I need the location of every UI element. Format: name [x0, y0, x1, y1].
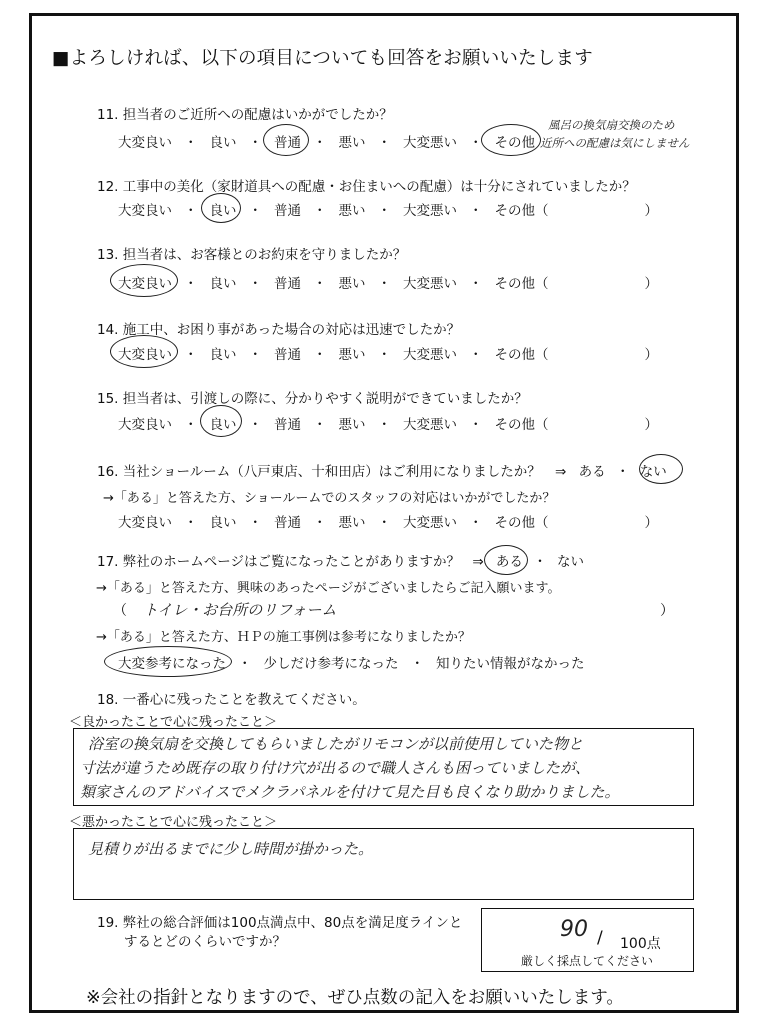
question-13: 13. 担当者は、お客様とのお約束を守りましたか？ [97, 247, 407, 263]
handwritten-note-11: 風呂の換気扇交換のため [548, 118, 675, 132]
score-note: 厳しく採点してください [521, 954, 654, 968]
footer-note: ※会社の指針となりますので、ぜひ点数の記入をお願いいたします。 [86, 988, 624, 1008]
options-16: 大変良い ・ 良い ・ 普通 ・ 悪い ・ 大変悪い ・ その他（ ） [118, 515, 658, 531]
question-17: 17. 弊社のホームページはご覧になったことがありますか？ ⇒ ある ・ ない [97, 554, 585, 570]
answer-circle-12 [201, 193, 241, 223]
question-19-line2: するとどのくらいですか？ [124, 934, 286, 950]
bad-label: ＜悪かったことで心に残ったこと＞ [69, 815, 278, 830]
question-14: 14. 施工中、お困り事があった場合の対応は迅速でしたか？ [97, 322, 461, 338]
question-16: 16. 当社ショールーム（八戸東店、十和田店）はご利用になりましたか？ ⇒ ある ・ ない [97, 464, 667, 480]
answer-circle-16 [639, 454, 683, 484]
answer-circle-11-strike [263, 124, 309, 156]
answer-circle-17 [484, 545, 528, 575]
good-line-3: 類家さんのアドバイスでメクラパネルを付けて見た目も良くなり助かりました。 [80, 783, 620, 801]
options-15: 大変良い ・ 良い ・ 普通 ・ 悪い ・ 大変悪い ・ その他（ ） [118, 417, 658, 433]
options-13: 大変良い ・ 良い ・ 普通 ・ 悪い ・ 大変悪い ・ その他（ ） [118, 276, 658, 292]
question-12: 12. 工事中の美化（家財道具への配慮・お住まいへの配慮）は十分にされていましたか？ [97, 179, 636, 195]
options-11: 大変良い ・ 良い ・ 普通 ・ 悪い ・ 大変悪い ・ その他 [118, 135, 535, 151]
answer-17a-close: ） [660, 603, 674, 619]
question-19: 19. 弊社の総合評価は100点満点中、80点を満足度ラインと [97, 915, 463, 931]
followup-17b: →「ある」と答えた方、ＨＰの施工事例は参考になりましたか？ [96, 630, 471, 645]
followup-17a: →「ある」と答えた方、興味のあったページがございましたらご記入願います。 [96, 581, 561, 596]
score-max: 100点 [620, 936, 661, 952]
followup-16: →「ある」と答えた方、ショールームでのスタッフの対応はいかがでしたか？ [103, 491, 556, 506]
options-12: 大変良い ・ 良い ・ 普通 ・ 悪い ・ 大変悪い ・ その他（ ） [118, 203, 658, 219]
options-14: 大変良い ・ 良い ・ 普通 ・ 悪い ・ 大変悪い ・ その他（ ） [118, 347, 658, 363]
good-line-2: 寸法が違うため既存の取り付け穴が出るので職人さんも困っていましたが、 [80, 759, 591, 777]
question-11: 11. 担当者のご近所への配慮はいかがでしたか？ [97, 107, 393, 123]
bad-line-1: 見積りが出るまでに少し時間が掛かった。 [88, 840, 374, 858]
answer-17a-open: （ [113, 603, 127, 619]
score-value: 90 [560, 917, 588, 942]
page-title: ■よろしければ、以下の項目についても回答をお願いいたします [52, 48, 593, 69]
answer-circle-15 [200, 405, 242, 437]
answer-circle-17b [104, 646, 232, 677]
handwritten-answer-17a: トイレ・お台所のリフォーム [143, 601, 337, 619]
question-18: 18. 一番心に残ったことを教えてください。 [97, 692, 366, 708]
good-label: ＜良かったことで心に残ったこと＞ [69, 715, 278, 730]
good-line-1: 浴室の換気扇を交換してもらいましたがリモコンが以前使用していた物と [88, 735, 584, 753]
answer-circle-13 [110, 264, 178, 297]
options-17b: 大変参考になった ・ 少しだけ参考になった ・ 知りたい情報がなかった [118, 656, 585, 672]
answer-circle-14 [110, 335, 178, 368]
question-15: 15. 担当者は、引渡しの際に、分かりやすく説明ができていましたか？ [97, 391, 528, 407]
answer-circle-11 [481, 124, 541, 156]
handwritten-note-11b: 近所への配慮は気にしません [540, 136, 690, 150]
score-slash: / [597, 928, 603, 948]
